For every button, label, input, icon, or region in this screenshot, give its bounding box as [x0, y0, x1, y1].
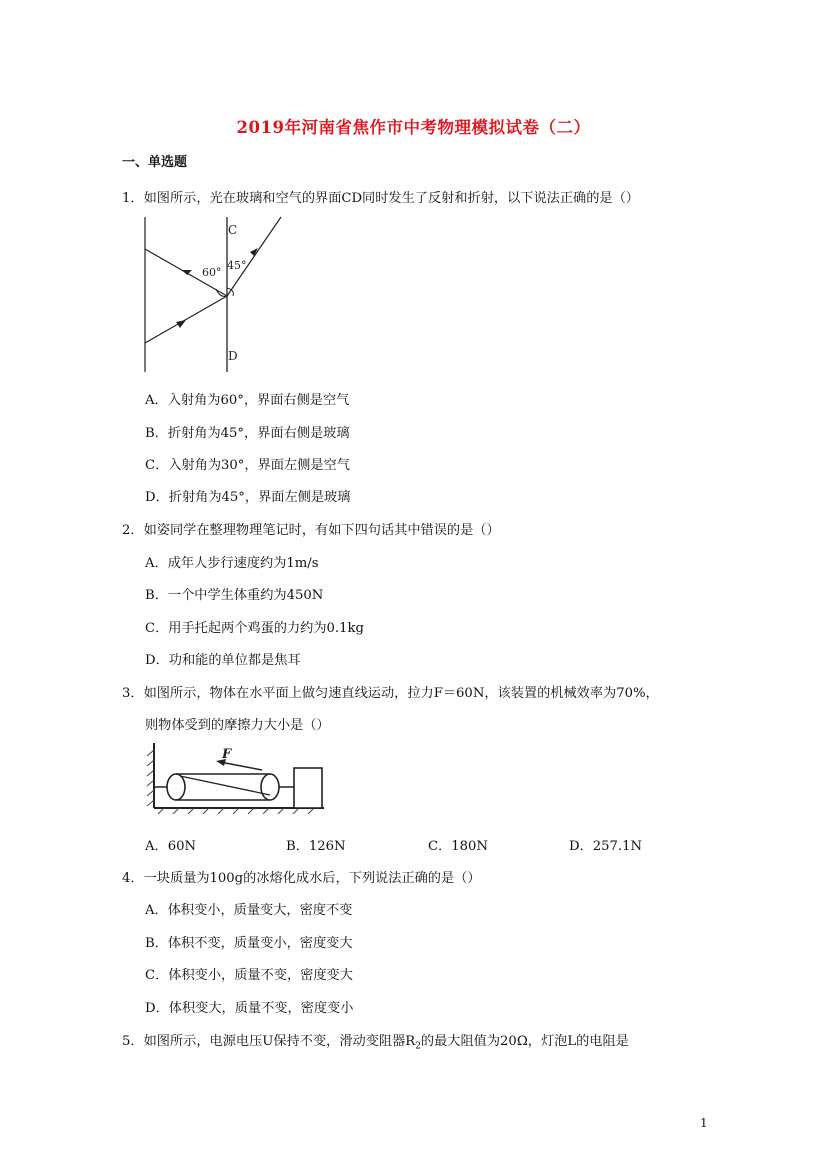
question-2-option-d: D．功和能的单位都是焦耳	[145, 653, 301, 668]
question-3-option-b: B．126N	[286, 839, 346, 854]
question-4-option-c: C．体积变小，质量不变，密度变大	[145, 968, 353, 983]
force-label: F	[222, 747, 232, 762]
question-3-stem-line1: 3．如图所示，物体在水平面上做匀速直线运动，拉力F＝60N，该装置的机械效率为70%，	[122, 686, 659, 701]
question-2-option-c: C．用手托起两个鸡蛋的力约为0.1kg	[145, 621, 364, 636]
question-1-option-b: B．折射角为45°，界面右侧是玻璃	[145, 426, 350, 441]
question-1-figure	[140, 212, 290, 374]
rope-diagonal	[180, 776, 270, 795]
page-title: 2019年河南省焦作市中考物理模拟试卷（二）	[236, 118, 591, 137]
question-5-stem-sub: 2	[415, 1041, 421, 1052]
angle-label-60: 60°	[202, 266, 222, 279]
page-number: 1	[700, 1116, 708, 1130]
question-3-stem-line2: 则物体受到的摩擦力大小是（）	[145, 718, 330, 733]
question-5-stem-post: 的最大阻值为20Ω，灯泡L的电阻是	[420, 1034, 629, 1049]
question-3-figure	[144, 740, 326, 814]
question-3-option-d: D．257.1N	[569, 839, 643, 854]
question-2-option-a: A．成年人步行速度约为1m/s	[145, 556, 319, 571]
incident-arrow	[176, 320, 186, 328]
question-2-option-b: B．一个中学生体重约为450N	[145, 588, 324, 603]
question-2-stem: 2．如姿同学在整理物理笔记时，有如下四句话其中错误的是（）	[122, 523, 500, 538]
question-1-option-d: D．折射角为45°，界面左侧是玻璃	[145, 490, 351, 505]
block	[294, 768, 322, 808]
pulley-right	[261, 774, 279, 800]
reflected-arrow	[182, 270, 192, 275]
question-1-option-c: C．入射角为30°，界面左侧是空气	[145, 458, 350, 473]
question-3-option-a: A．60N	[145, 839, 197, 854]
question-4-stem: 4．一块质量为100g的冰熔化成水后，下列说法正确的是（）	[122, 871, 481, 886]
label-d: D	[228, 349, 238, 363]
question-4-option-b: B．体积不变，质量变小，密度变大	[145, 936, 353, 951]
question-4-option-d: D．体积变大，质量不变，密度变小	[145, 1001, 354, 1016]
label-c: C	[228, 223, 238, 237]
angle-label-45: 45°	[227, 259, 247, 272]
pulley-left	[167, 774, 185, 800]
question-1-stem: 1．如图所示，光在玻璃和空气的界面CD同时发生了反射和折射，以下说法正确的是（）	[122, 191, 639, 206]
question-3-option-c: C．180N	[428, 839, 488, 854]
question-5-stem-pre: 5．如图所示，电源电压U保持不变，滑动变阻器R	[122, 1034, 416, 1049]
force-arrow	[220, 762, 262, 770]
question-1-option-a: A．入射角为60°，界面右侧是空气	[145, 393, 350, 408]
question-5-stem	[122, 1030, 629, 1052]
wall-hatching	[147, 750, 154, 806]
question-4-option-a: A．体积变小，质量变大，密度不变	[145, 903, 353, 918]
section-heading: 一、单选题	[122, 155, 188, 170]
incident-ray	[145, 296, 227, 343]
